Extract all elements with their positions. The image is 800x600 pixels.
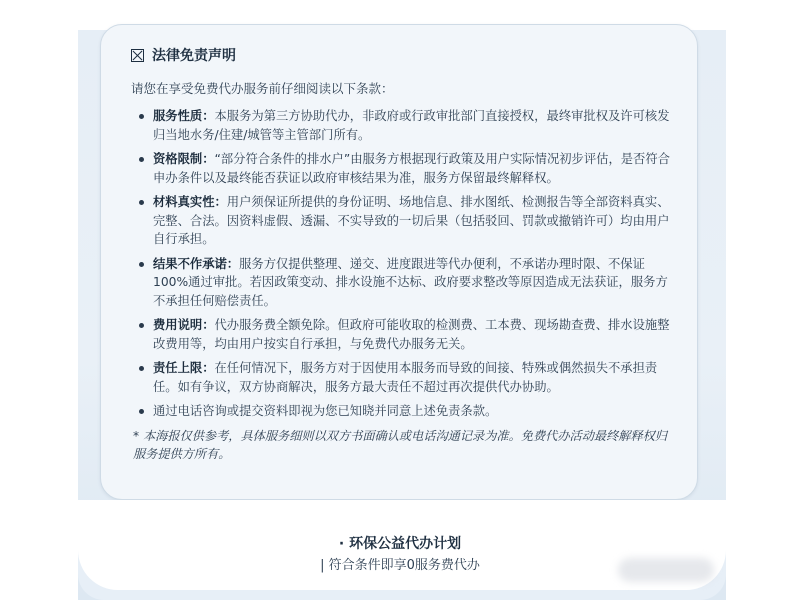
term-service-nature — [131, 107, 671, 144]
term-label: 资格限制： — [153, 152, 215, 166]
term-fees — [131, 316, 671, 353]
footer-title: · 环保公益代办计划 — [338, 536, 462, 552]
term-label: 费用说明： — [153, 318, 215, 332]
disclaimer-intro: 请您在享受免费代办服务前仔细阅读以下条款： — [131, 81, 394, 96]
footer-subtitle: | 符合条件即享0服务费代办 — [320, 558, 480, 573]
term-text: 代办服务费全额免除。但政府可能收取的检测费、工本费、现场勘查费、排水设施整改费用等，均由用户按实自行承担，与免费代办服务无关。 — [153, 318, 670, 351]
term-label: 责任上限： — [153, 361, 215, 375]
term-eligibility — [131, 150, 671, 187]
terms-list — [131, 107, 671, 421]
disclaimer-header — [131, 45, 671, 65]
disclaimer-title: 法律免责声明 — [152, 48, 236, 64]
term-text: “部分符合条件的排水户”由服务方根据现行政策及用户实际情况初步评估，是否符合申办条件以及最终能否获证以政府审核结果为准，服务方保留最终解释权。 — [153, 152, 670, 185]
blurred-watermark — [618, 558, 714, 582]
term-no-guarantee — [131, 255, 671, 311]
disclaimer-note: * 本海报仅供参考，具体服务细则以双方书面确认或电话沟通记录为准。免费代办活动最终解释权归服务提供方所有。 — [133, 428, 668, 461]
term-label: 材料真实性： — [153, 195, 227, 209]
term-liability-cap — [131, 359, 671, 396]
checkbox-cross-icon — [131, 49, 144, 62]
term-text: 服务方仅提供整理、递交、进度跟进等代办便利，不承诺办理时限、不保证100%通过审批。若因政策变动、排水设施不达标、政府要求整改等原因造成无法获证，服务方不承担任何赔偿责任。 — [153, 256, 668, 308]
disclaimer-card — [100, 24, 698, 500]
term-consent — [131, 402, 671, 421]
term-text: 在任何情况下，服务方对于因使用本服务而导致的间接、特殊或偶然损失不承担责任。如有争议，双方协商解决，服务方最大责任不超过再次提供代办协助。 — [153, 361, 658, 394]
term-label: 结果不作承诺： — [153, 256, 240, 271]
term-text: 通过电话咨询或提交资料即视为您已知晓并同意上述免责条款。 — [153, 404, 498, 418]
term-text: 用户须保证所提供的身份证明、场地信息、排水图纸、检测报告等全部资料真实、完整、合法。因资料虚假、透漏、不实导致的一切后果（包括驳回、罚款或撤销许可）均由用户自行承担。 — [153, 195, 670, 246]
term-text: 本服务为第三方协助代办，非政府或行政审批部门直接授权，最终审批权及许可核发归当地水务/住建/城管等主管部门所有。 — [153, 109, 670, 142]
term-material-authenticity — [131, 193, 671, 249]
term-label: 服务性质： — [153, 109, 215, 123]
